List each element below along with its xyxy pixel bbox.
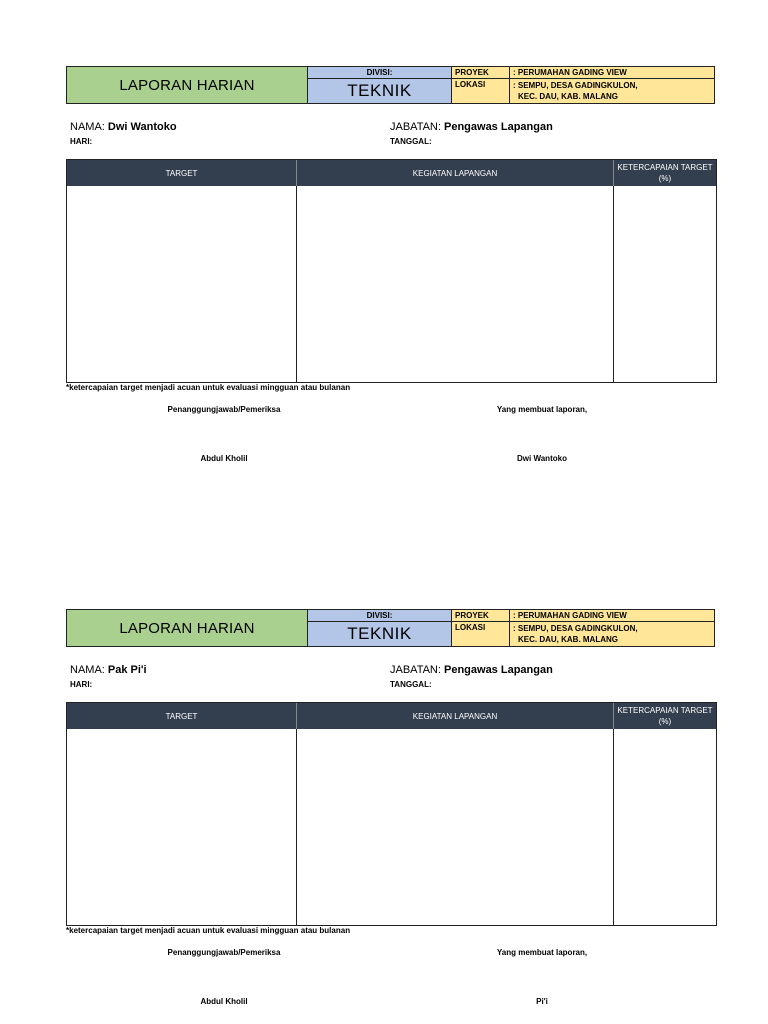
proyek-value: : PERUMAHAN GADING VIEW xyxy=(510,66,715,79)
signer-right-role: Yang membuat laporan, xyxy=(496,948,588,957)
kegiatan-cell[interactable] xyxy=(296,186,613,382)
nama-value: Dwi Wantoko xyxy=(107,121,177,133)
jabatan-field xyxy=(390,664,553,676)
proyek-label: PROYEK xyxy=(452,609,510,622)
report-title: LAPORAN HARIAN xyxy=(66,66,308,104)
signer-right-name: Pi'i xyxy=(536,997,548,1006)
target-cell[interactable] xyxy=(67,729,296,925)
lokasi-value xyxy=(510,79,715,104)
nama-label: NAMA: xyxy=(70,121,105,133)
lokasi-value xyxy=(510,622,715,647)
jabatan-label: JABATAN: xyxy=(390,121,441,133)
lokasi-line-2: KEC. DAU, KAB. MALANG xyxy=(518,635,618,644)
nama-field xyxy=(70,121,177,133)
ketercapaian-cell[interactable] xyxy=(613,186,716,382)
lokasi-label: LOKASI xyxy=(452,79,510,104)
col-header-ketercapaian: KETERCAPAIAN TARGET (%) xyxy=(613,160,716,186)
activity-table xyxy=(66,702,717,926)
col-header-kegiatan: KEGIATAN LAPANGAN xyxy=(296,703,613,729)
col-header-kegiatan: KEGIATAN LAPANGAN xyxy=(296,160,613,186)
hari-label: HARI: xyxy=(70,680,93,689)
lokasi-line-1: : SEMPU, DESA GADINGKULON, xyxy=(513,624,638,633)
ketercapaian-cell[interactable] xyxy=(613,729,716,925)
hari-label: HARI: xyxy=(70,137,93,146)
nama-value: Pak Pi'i xyxy=(107,664,147,676)
lokasi-line-1: : SEMPU, DESA GADINGKULON, xyxy=(513,81,638,90)
nama-field xyxy=(70,664,147,676)
jabatan-value: Pengawas Lapangan xyxy=(444,664,553,676)
lokasi-label: LOKASI xyxy=(452,622,510,647)
signer-right-name: Dwi Wantoko xyxy=(517,454,567,463)
col-header-target: TARGET xyxy=(67,160,296,186)
signer-left-name: Abdul Kholil xyxy=(200,997,248,1006)
target-cell[interactable] xyxy=(67,186,296,382)
daily-report-form-1 xyxy=(0,0,768,463)
kegiatan-cell[interactable] xyxy=(296,729,613,925)
signer-left-name: Abdul Kholil xyxy=(200,454,248,463)
footnote: *ketercapaian target menjadi acuan untuk evaluasi mingguan atau bulanan xyxy=(66,926,351,935)
jabatan-label: JABATAN: xyxy=(390,664,441,676)
proyek-label: PROYEK xyxy=(452,66,510,79)
jabatan-value: Pengawas Lapangan xyxy=(444,121,553,133)
proyek-value: : PERUMAHAN GADING VIEW xyxy=(510,609,715,622)
signer-right-role: Yang membuat laporan, xyxy=(496,405,588,414)
signer-left-role: Penanggungjawab/Pemeriksa xyxy=(167,948,281,957)
col-header-ketercapaian: KETERCAPAIAN TARGET (%) xyxy=(613,703,716,729)
divisi-value: TEKNIK xyxy=(308,622,452,647)
jabatan-field xyxy=(390,121,553,133)
divisi-value: TEKNIK xyxy=(308,79,452,104)
report-title: LAPORAN HARIAN xyxy=(66,609,308,647)
divisi-label: DIVISI: xyxy=(308,609,452,622)
nama-label: NAMA: xyxy=(70,664,105,676)
tanggal-label: TANGGAL: xyxy=(390,137,432,146)
signer-left-role: Penanggungjawab/Pemeriksa xyxy=(167,405,281,414)
footnote: *ketercapaian target menjadi acuan untuk evaluasi mingguan atau bulanan xyxy=(66,383,351,392)
divisi-label: DIVISI: xyxy=(308,66,452,79)
lokasi-line-2: KEC. DAU, KAB. MALANG xyxy=(518,92,618,101)
col-header-target: TARGET xyxy=(67,703,296,729)
activity-table xyxy=(66,159,717,383)
tanggal-label: TANGGAL: xyxy=(390,680,432,689)
daily-report-form-2 xyxy=(0,543,768,1006)
